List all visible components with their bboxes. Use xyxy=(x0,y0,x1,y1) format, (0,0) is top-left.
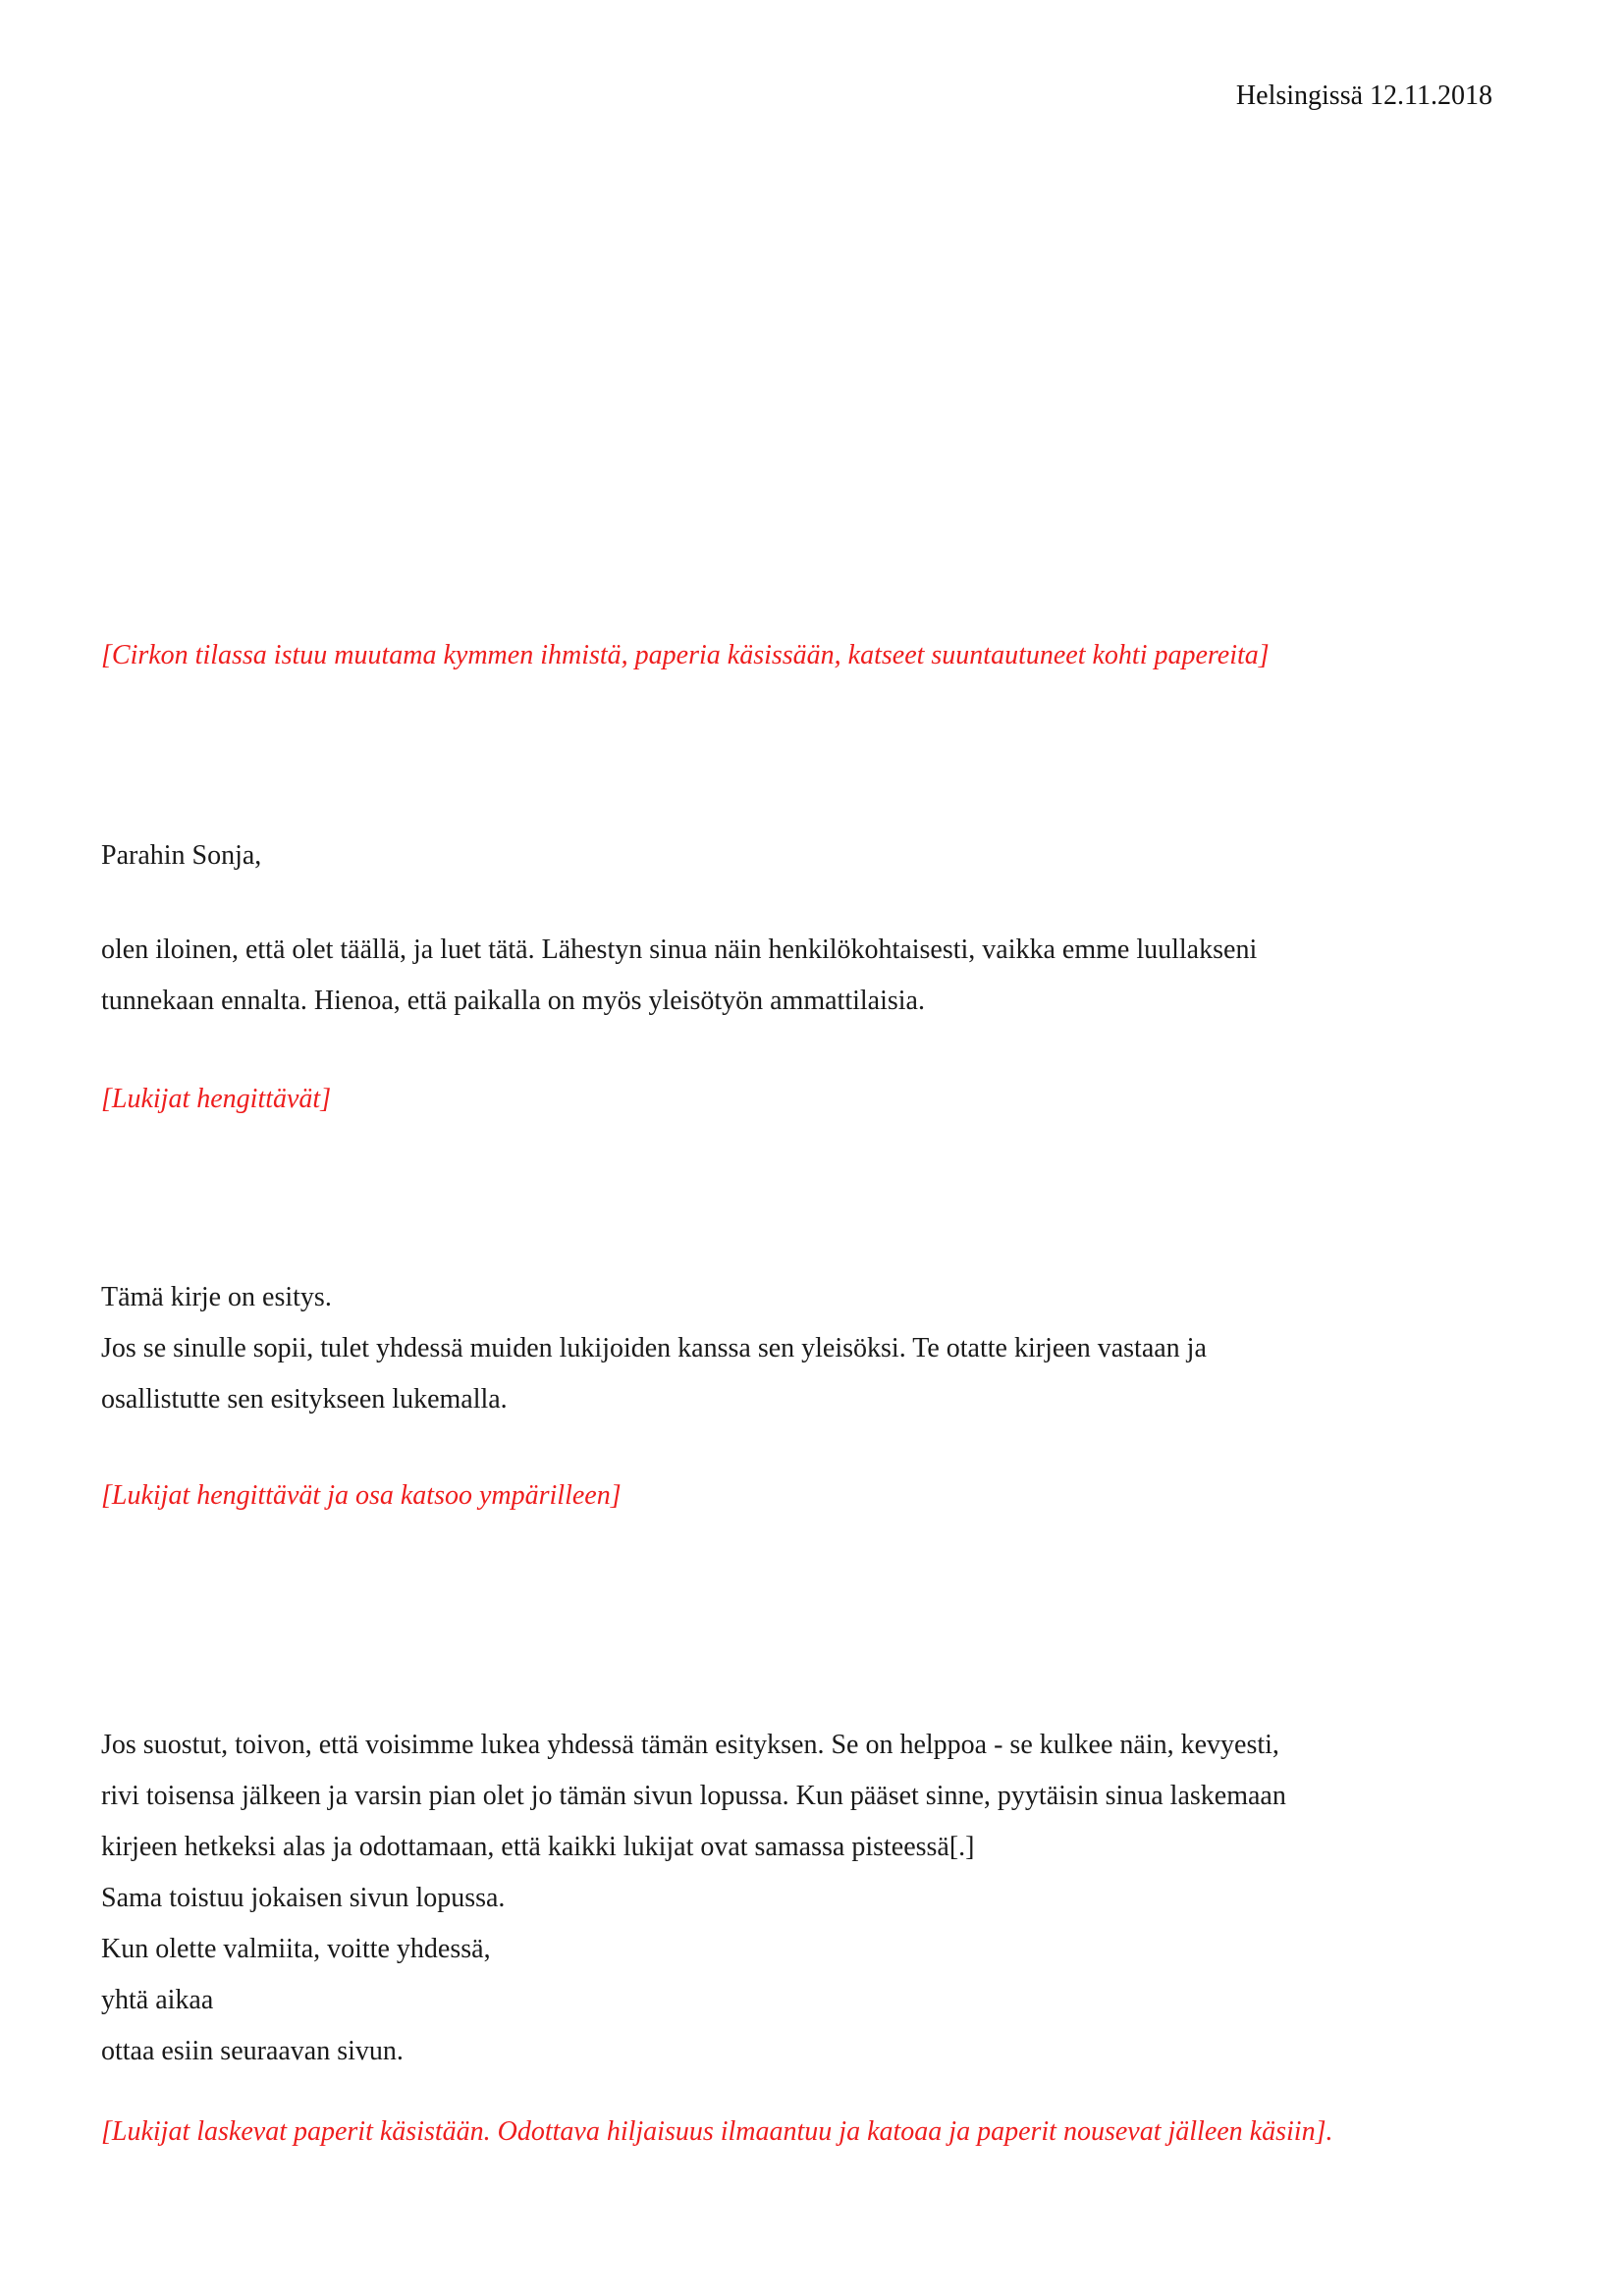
paragraph-2-line-3: osallistutte sen esitykseen lukemalla. xyxy=(101,1384,508,1415)
paragraph-1-line-2: tunnekaan ennalta. Hienoa, että paikalla on myös yleisötyön ammattilaisia. xyxy=(101,986,925,1016)
stage-direction-4: [Lukijat laskevat paperit käsistään. Odottava hiljaisuus ilmaantuu ja katoaa ja paperit nousevat jälleen käsiin]. xyxy=(101,2116,1333,2147)
paragraph-1 xyxy=(101,925,1257,1027)
paragraph-3-line-3: kirjeen hetkeksi alas ja odottamaan, että kaikki lukijat ovat samassa pisteessä[.] xyxy=(101,1832,975,1862)
stage-direction-1: [Cirkon tilassa istuu muutama kymmen ihmistä, paperia käsissään, katseet suuntautuneet kohti papereita] xyxy=(101,640,1270,670)
salutation: Parahin Sonja, xyxy=(101,840,262,871)
paragraph-3-line-6: yhtä aikaa xyxy=(101,1985,214,2015)
paragraph-3-line-4: Sama toistuu jokaisen sivun lopussa. xyxy=(101,1883,506,1913)
letter-dateline: Helsingissä 12.11.2018 xyxy=(1235,80,1492,111)
paragraph-2-line-1: Tämä kirje on esitys. xyxy=(101,1282,332,1312)
paragraph-2-line-2: Jos se sinulle sopii, tulet yhdessä muiden lukijoiden kanssa sen yleisöksi. Te otatte kirjeen vastaan ja xyxy=(101,1333,1207,1363)
paragraph-3-line-7: ottaa esiin seuraavan sivun. xyxy=(101,2036,404,2066)
stage-direction-2: [Lukijat hengittävät] xyxy=(101,1084,332,1114)
paragraph-1-line-1: olen iloinen, että olet täällä, ja luet tätä. Lähestyn sinua näin henkilökohtaisesti, vaikka emme luullakseni xyxy=(101,934,1258,965)
paragraph-3-line-2: rivi toisensa jälkeen ja varsin pian olet jo tämän sivun lopussa. Kun pääset sinne, pyytäisin sinua laskemaan xyxy=(101,1781,1286,1811)
paragraph-3 xyxy=(101,1720,1286,2077)
paragraph-3-line-1: Jos suostut, toivon, että voisimme lukea yhdessä tämän esityksen. Se on helppoa - se kulkee näin, kevyesti, xyxy=(101,1730,1279,1760)
paragraph-3-line-5: Kun olette valmiita, voitte yhdessä, xyxy=(101,1934,491,1964)
paragraph-2 xyxy=(101,1272,1207,1425)
stage-direction-3: [Lukijat hengittävät ja osa katsoo ympärilleen] xyxy=(101,1480,622,1511)
